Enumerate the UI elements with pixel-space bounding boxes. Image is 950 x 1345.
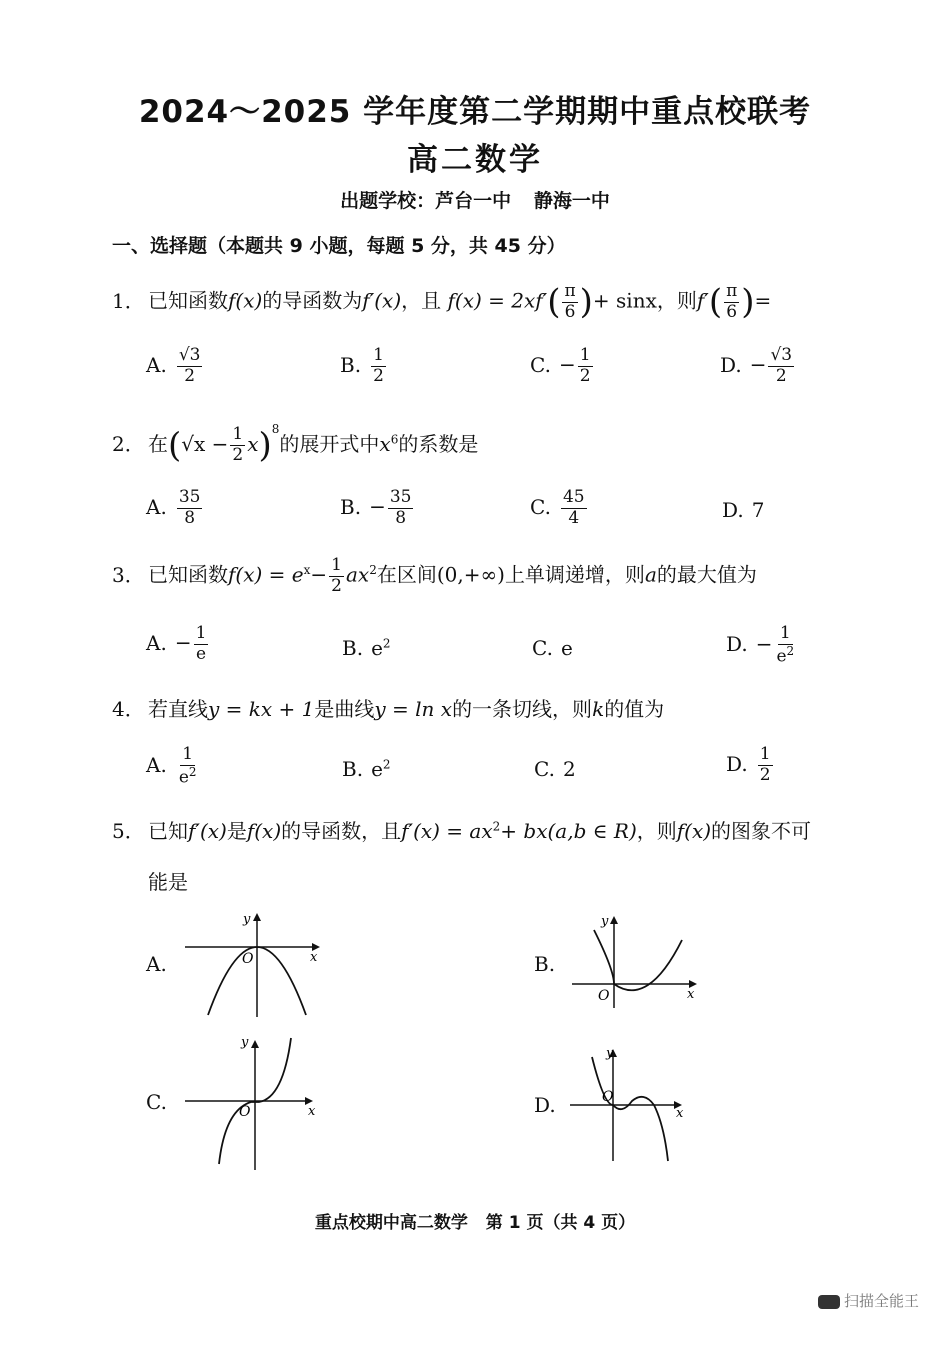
question-number: 5．	[112, 819, 145, 843]
graph-a	[180, 905, 330, 1020]
q3-option-b[interactable]: B. $e^2$	[342, 636, 391, 660]
section-heading: 一、选择题（本题共 9 小题，每题 5 分，共 45 分）	[112, 235, 566, 257]
y-arrow	[253, 913, 261, 921]
y-label: y	[601, 914, 609, 929]
q5-option-a[interactable]: A.	[146, 952, 167, 976]
y-label: y	[243, 912, 251, 927]
page-number: 第 1 页（共 4 页）	[485, 1213, 636, 1233]
q5-option-d[interactable]: D.	[534, 1093, 556, 1117]
q4-option-d[interactable]: D. $\frac{1}{2}$	[726, 744, 771, 785]
q5-option-c[interactable]: C.	[146, 1090, 167, 1114]
graph-d	[568, 1045, 693, 1165]
origin-label: O	[239, 1104, 251, 1120]
question-number: 4．	[112, 697, 145, 721]
y-arrow	[251, 1040, 259, 1048]
y-arrow	[610, 916, 618, 924]
origin-label: O	[602, 1089, 614, 1105]
question-5-continued: 能是	[148, 870, 188, 894]
q3-option-a[interactable]: A. − $\frac{1}{e}$	[146, 623, 207, 664]
y-label: y	[606, 1046, 614, 1061]
curve	[592, 1057, 668, 1161]
x-label: x	[687, 987, 695, 1002]
q2-option-c[interactable]: C. $\frac{45}{4}$	[530, 487, 585, 528]
question-number: 1．	[112, 288, 145, 313]
exam-subject: 高二数学	[407, 142, 543, 178]
pi-over-6: $\frac{\pi}{6}$	[564, 281, 576, 322]
question-number: 3．	[112, 562, 145, 587]
question-number: 2．	[112, 432, 145, 456]
origin-label: O	[598, 988, 610, 1004]
question-3: 3． 已知函数$f(x) = e^x-$ $\frac{1}{2}$ $ax^2$在区间(0,+∞)上单调递增，则a的最大值为	[112, 555, 757, 596]
q1-option-a[interactable]: A. $\frac{√3}{2}$	[146, 345, 201, 386]
q5-option-b[interactable]: B.	[534, 952, 556, 976]
q2-option-b[interactable]: B. − $\frac{35}{8}$	[340, 487, 412, 528]
q4-option-c[interactable]: C. 2	[534, 757, 576, 781]
pi-over-6-b: $\frac{\pi}{6}$	[726, 281, 738, 322]
origin-label: O	[242, 951, 254, 967]
question-1: 1． 已知函数f(x)的导函数为f′(x)，且 f(x) = 2xf′( $\frac{\pi}{6}$ )+ sinx，则f′( $\frac{\pi}{6}$ )=	[112, 281, 772, 323]
q2-option-a[interactable]: A. $\frac{35}{8}$	[146, 487, 201, 528]
watermark: 扫描全能王	[818, 1290, 950, 1310]
q1-option-b[interactable]: B. $\frac{1}{2}$	[340, 345, 384, 386]
question-2: 2． 在(√x − $\frac{1}{2}$ x)$^8$的展开式中$x^6$的系数是	[112, 422, 479, 466]
x-label: x	[310, 950, 318, 965]
exam-title: 2024～2025 学年度第二学期期中重点校联考	[138, 94, 812, 130]
curve	[594, 930, 682, 990]
school-2: 静海一中	[533, 190, 610, 212]
graph-c	[183, 1032, 333, 1172]
x-label: x	[676, 1106, 684, 1121]
question-4: 4． 若直线y = kx + 1是曲线y = ln x的一条切线，则k的值为	[112, 697, 665, 721]
q4-option-b[interactable]: B. $e^2$	[342, 757, 391, 781]
x-label: x	[308, 1104, 316, 1119]
q3-option-d[interactable]: D. − $\frac{1}{e^2}$	[726, 623, 795, 667]
y-label: y	[241, 1035, 249, 1050]
footer-title: 重点校期中高二数学	[314, 1213, 468, 1233]
q2-option-d[interactable]: D. 7	[722, 498, 765, 522]
graph-b	[570, 910, 705, 1010]
page-footer	[0, 1208, 950, 1233]
q3-option-c[interactable]: C. e	[532, 636, 573, 660]
q1-option-c[interactable]: C. − $\frac{1}{2}$	[530, 345, 591, 386]
school-line	[0, 186, 950, 213]
question-5: 5． 已知f′(x)是f(x)的导函数，且$f'(x) = ax^2+ bx(a,b$ ∈ R)，则f(x)的图象不可	[112, 819, 812, 843]
scanner-logo-icon	[818, 1295, 840, 1309]
school-label: 出题学校：芦台一中	[340, 190, 512, 212]
q4-option-a[interactable]: A. $\frac{1}{e^2}$	[146, 744, 197, 788]
q1-option-d[interactable]: D. − $\frac{√3}{2}$	[720, 345, 793, 386]
